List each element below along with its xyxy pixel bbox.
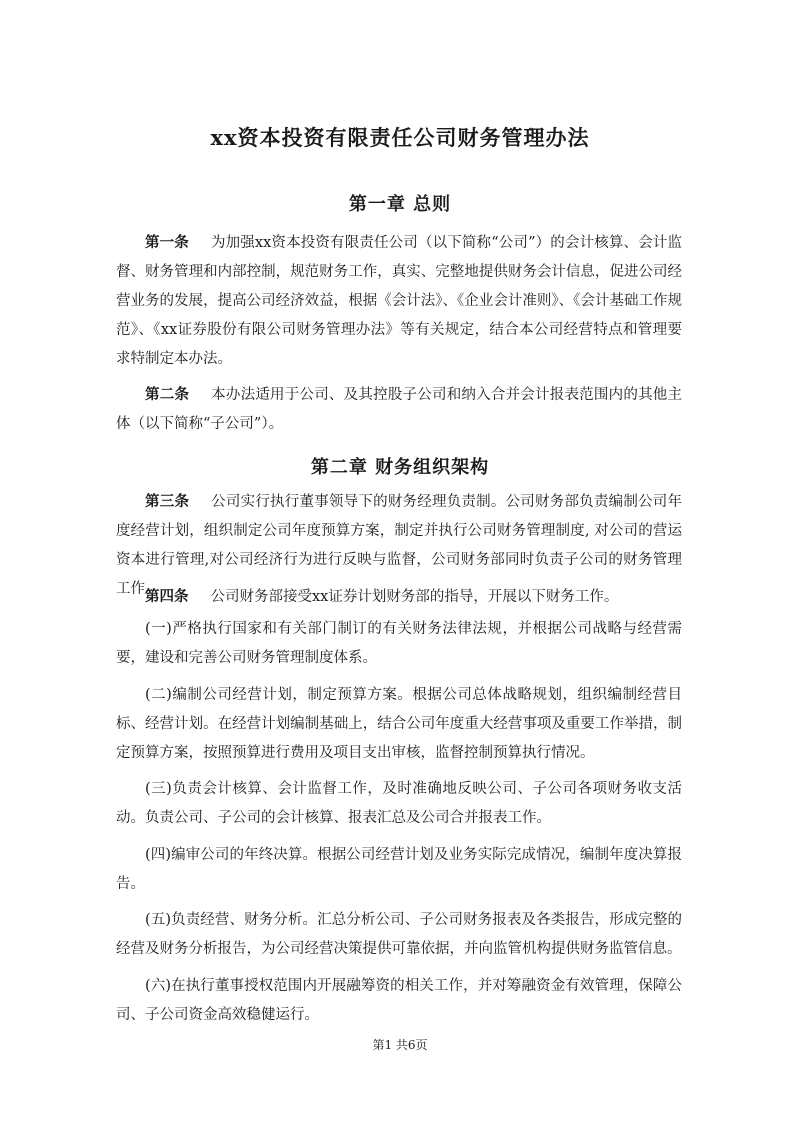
article-text: 公司实行执行董事领导下的财务经理负责制。公司财务部负责编制公司年度经营计划，组织制定公司年度预算方案，制定并执行公司财务管理制度, 对公司的营运资本进行管理,对公司经济行为进行反映与监督，公司财务部同时负责子公司的财务管理工作。 [116,494,683,597]
article-text: 为加强xx资本投资有限责任公司（以下简称“公司”）的会计核算、会计监督、财务管理和内部控制，规范财务工作，真实、完整地提供财务会计信息，促进公司经营业务的发展，提高公司经济效益，根据《会计法》、《企业会计准则》、《会计基础工作规范》、《xx证券股份有限公司财务管理办法》等有关规定，结合本公司经营特点和管理要求特制定本办法。 [116,235,683,367]
chapter-heading-1: 第一章 总则 [348,194,452,215]
article-2 [116,380,682,439]
article-1 [116,228,682,374]
chapter-heading-2: 第二章 财务组织架构 [310,457,490,478]
list-item: (一)严格执行国家和有关部门制订的有关财务法律法规，并根据公司战略与经营需要，建设和完善公司财务管理制度体系。 [116,621,682,666]
list-item: (六)在执行董事授权范围内开展融筹资的相关工作，并对筹融资金有效管理，保障公司、子公司资金高效稳健运行。 [116,978,682,1023]
list-item: (三)负责会计核算、会计监督工作，及时准确地反映公司、子公司各项财务收支活动。负责公司、子公司的会计核算、报表汇总及公司合并报表工作。 [116,781,682,826]
document-title: xx资本投资有限责任公司财务管理办法 [210,125,590,150]
article-label: 第三条 [145,493,190,510]
page-footer: 第1 共6页 [372,1038,428,1052]
article-label: 第一条 [145,234,189,251]
list-item: (五)负责经营、财务分析。汇总分析公司、子公司财务报表及各类报告，形成完整的经营及财务分析报告，为公司经营决策提供可靠依据，并向监管机构提供财务监管信息。 [116,912,682,957]
article-4 [116,582,682,612]
article-text: 本办法适用于公司、及其控股子公司和纳入合并会计报表范围内的其他主体（以下简称“子公司”）。 [116,387,683,432]
article-label: 第四条 [145,588,189,605]
list-item: (四)编审公司的年终决算。根据公司经营计划及业务实际完成情况，编制年度决算报告。 [116,847,682,892]
article-text: 公司财务部接受xx证券计划财务部的指导，开展以下财务工作。 [210,589,619,605]
article-label: 第二条 [145,386,190,403]
list-item: (二)编制公司经营计划，制定预算方案。根据公司总体战略规划，组织编制经营目标、经营计划。在经营计划编制基础上，结合公司年度重大经营事项及重要工作举措，制定预算方案，按照预算进行费用及项目支出审核，监督控制预算执行情况。 [116,687,682,761]
